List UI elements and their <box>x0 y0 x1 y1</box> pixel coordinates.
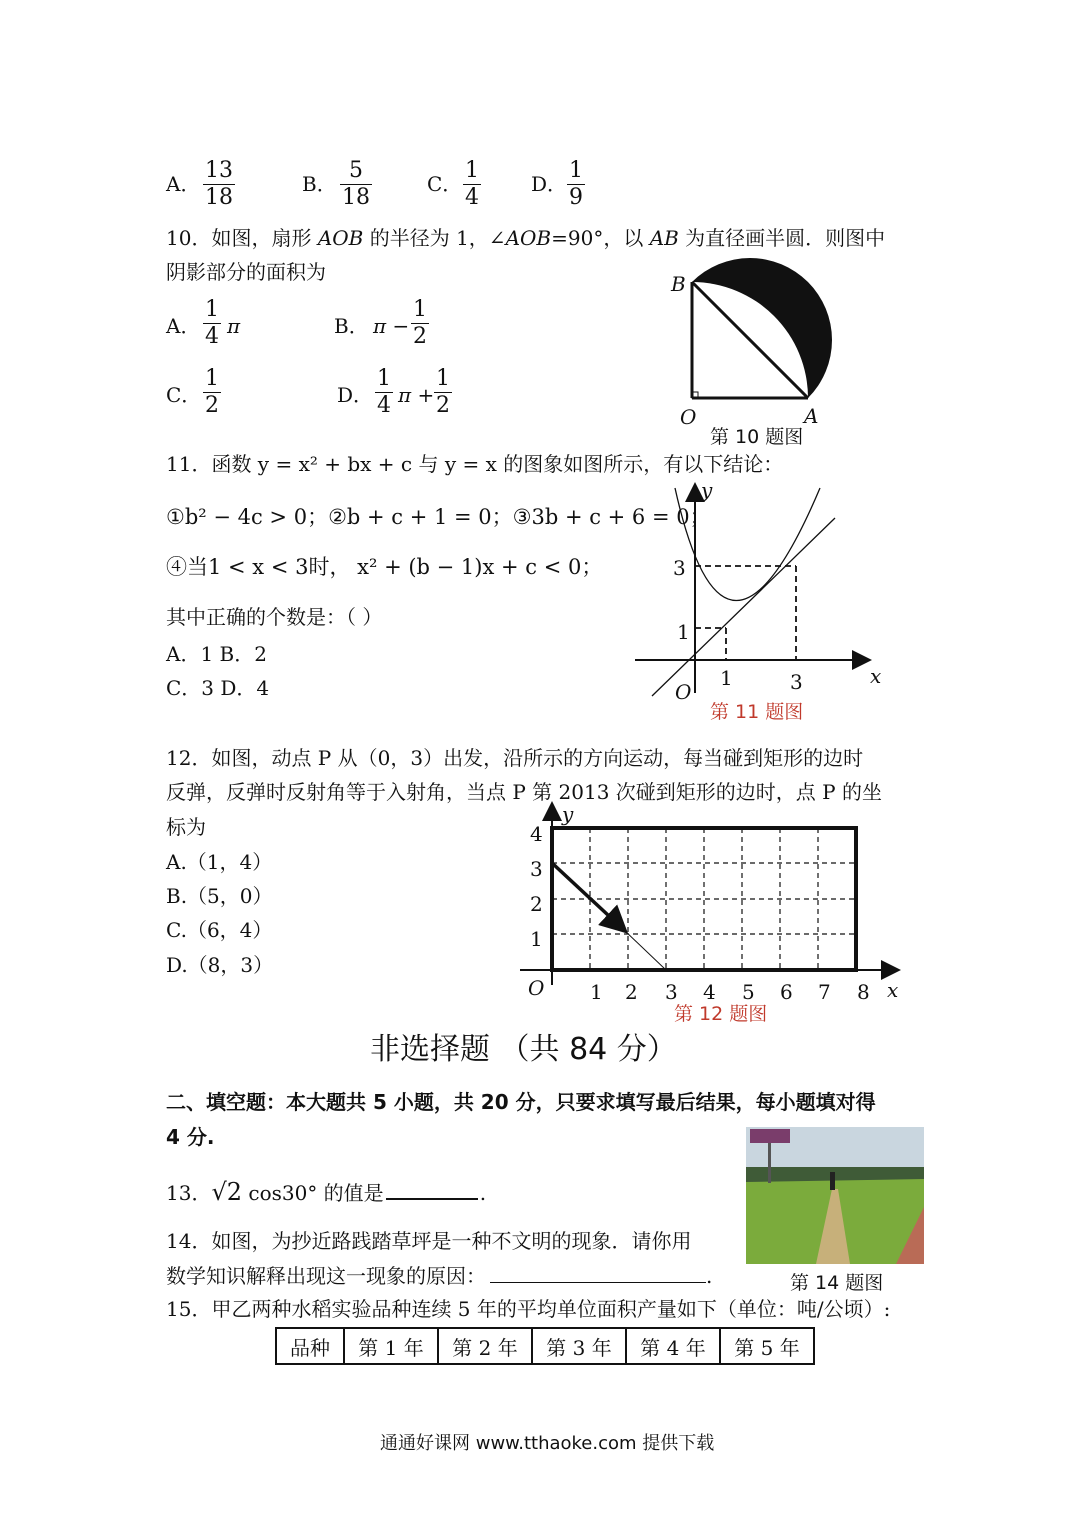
q12-tick-y1: 1 <box>530 927 543 951</box>
q10-option-d-label: D． <box>337 383 374 407</box>
q12-option-c: C.（6，4） <box>166 918 273 942</box>
q15-stem: 15．甲乙两种水稻实验品种连续 5 年的平均单位面积产量如下（单位：吨/公顷）: <box>166 1297 891 1321</box>
q10-option-c-fraction: $\frac{1}{2}$ <box>205 366 219 418</box>
q11-label-y: y <box>701 478 713 502</box>
q10-label-b: B <box>671 272 686 296</box>
q15-header-year3: 第 3 年 <box>532 1328 626 1364</box>
q11-conclusion-4: ④当1 < x < 3时， x² + (b − 1)x + c < 0； <box>166 555 603 579</box>
q12-stem-line1: 12．如图，动点 P 从（0，3）出发，沿所示的方向运动，每当碰到矩形的边时 <box>166 746 864 770</box>
q11-parabola <box>675 488 820 601</box>
page-footer: 通通好课网 www.tthaoke.com 提供下载 <box>380 1433 715 1454</box>
q14-answer-blank[interactable] <box>490 1264 706 1283</box>
q10-caption: 第 10 题图 <box>710 426 804 448</box>
q12-tick-x8: 8 <box>857 980 870 1004</box>
q14-stem-line2: 数学知识解释出现这一现象的原因： . <box>166 1264 713 1288</box>
q10-option-a-fraction: $\frac{1}{4}$ <box>205 297 219 349</box>
q12-label-o: O <box>528 976 545 1000</box>
q12-tick-x3: 3 <box>665 980 678 1004</box>
q9-option-d-fraction: $\frac{1}{9}$ <box>569 158 583 210</box>
q9-option-a-label: A． <box>166 172 201 196</box>
part2-instructions-line1: 二、填空题：本大题共 5 小题，共 20 分，只要求填写最后结果，每小题填对得 <box>166 1090 876 1114</box>
q15-header-year5: 第 5 年 <box>720 1328 814 1364</box>
q11-stem: 11．函数 y = x² + bx + c 与 y = x 的图象如图所示，有以下结论： <box>166 452 784 476</box>
q9-option-c-fraction: $\frac{1}{4}$ <box>465 158 479 210</box>
q14-photo-sign <box>750 1129 790 1143</box>
q14-photo-person <box>830 1172 835 1190</box>
q12-caption: 第 12 题图 <box>674 1003 768 1025</box>
q12-tick-x6: 6 <box>780 980 793 1004</box>
q11-tick-x1: 1 <box>720 666 733 690</box>
q12-path-continue <box>623 929 666 970</box>
q11-conclusions-1-3: ①b² − 4c > 0；②b + c + 1 = 0；③3b + c + 6 = 0； <box>166 505 711 529</box>
q12-tick-x4: 4 <box>703 980 716 1004</box>
q14-caption: 第 14 题图 <box>790 1272 884 1294</box>
q12-option-d: D.（8，3） <box>166 953 274 977</box>
q13-sqrt: √2 <box>211 1178 243 1206</box>
q9-option-b-fraction: $\frac{5}{18}$ <box>342 158 370 210</box>
q12-figure <box>515 800 905 1000</box>
q11-question: 其中正确的个数是：（ ） <box>166 605 383 629</box>
q15-header-year2: 第 2 年 <box>438 1328 532 1364</box>
q11-tick-y1: 1 <box>677 620 690 644</box>
q12-stem-line2: 反弹，反弹时反射角等于入射角，当点 P 第 2013 次碰到矩形的边时，点 P 的坐 <box>166 780 882 804</box>
q11-line-y-eq-x <box>652 518 835 696</box>
q13-line: 13．√2 cos30° 的值是 . <box>166 1178 487 1206</box>
q12-label-y: y <box>562 802 574 826</box>
q12-option-a: A.（1，4） <box>166 850 273 874</box>
q12-tick-x7: 7 <box>818 980 831 1004</box>
q10-option-a-label: A． <box>166 314 201 338</box>
q10-label-o: O <box>680 405 697 429</box>
q9-option-b-label: B． <box>302 172 337 196</box>
q11-label-x: x <box>870 664 882 688</box>
q10-option-d-fraction-1: $\frac{1}{4}$ <box>377 366 391 418</box>
q12-tick-x1: 1 <box>590 980 603 1004</box>
q11-figure <box>630 478 880 698</box>
q10-option-c-label: C． <box>166 383 202 407</box>
q12-stem-line3: 标为 <box>166 815 206 839</box>
q14-stem-line1: 14．如图，为抄近路践踏草坪是一种不文明的现象．请你用 <box>166 1229 692 1253</box>
q10-label-a: A <box>804 404 819 428</box>
q15-header-variety: 品种 <box>276 1328 344 1364</box>
q10-stem-line2: 阴影部分的面积为 <box>166 260 326 284</box>
q12-option-b: B.（5，0） <box>166 884 273 908</box>
q11-tick-y3: 3 <box>673 556 686 580</box>
q12-tick-y4: 4 <box>530 822 543 846</box>
q11-label-o: O <box>675 680 692 704</box>
q11-tick-x3: 3 <box>790 670 803 694</box>
q10-option-a-pi: π <box>227 314 241 338</box>
q15-header-year4: 第 4 年 <box>626 1328 720 1364</box>
q12-label-x: x <box>887 978 899 1002</box>
q10-option-d-fraction-2: $\frac{1}{2}$ <box>436 366 450 418</box>
q10-option-b-expr: π − <box>373 314 410 338</box>
q13-number: 13． <box>166 1181 212 1205</box>
q10-option-b-fraction: $\frac{1}{2}$ <box>413 297 427 349</box>
q13-tail: 的值是 <box>317 1181 384 1205</box>
q13-expression: cos30° <box>242 1181 318 1205</box>
q10-option-d-expr: π + <box>398 383 435 407</box>
q12-tick-x2: 2 <box>625 980 638 1004</box>
q12-tick-y3: 3 <box>530 857 543 881</box>
q11-caption: 第 11 题图 <box>710 701 804 723</box>
q14-photo <box>746 1127 924 1264</box>
q10-option-b-label: B． <box>334 314 369 338</box>
q9-option-c-label: C． <box>427 172 463 196</box>
q15-header-year1: 第 1 年 <box>344 1328 438 1364</box>
table-row <box>276 1328 814 1364</box>
q9-option-a-fraction: $\frac{13}{18}$ <box>205 158 233 210</box>
q11-options-cd: C．3 D．4 <box>166 676 270 700</box>
q10-stem-line1: 10．如图，扇形 AOB 的半径为 1，∠AOB=90°，以 AB 为直径画半圆．则图中 <box>166 226 886 250</box>
q14-photo-pole <box>768 1143 771 1183</box>
part2-instructions-line2: 4 分. <box>166 1125 215 1149</box>
q9-option-d-label: D． <box>531 172 568 196</box>
q13-answer-blank[interactable] <box>386 1180 478 1200</box>
section-title: 非选择题 （共 84 分） <box>370 1032 677 1067</box>
q12-tick-x5: 5 <box>742 980 755 1004</box>
q12-path-arrow <box>552 863 623 929</box>
q12-tick-y2: 2 <box>530 892 543 916</box>
q15-table <box>275 1327 815 1365</box>
q11-options-ab: A．1 B．2 <box>166 642 267 666</box>
